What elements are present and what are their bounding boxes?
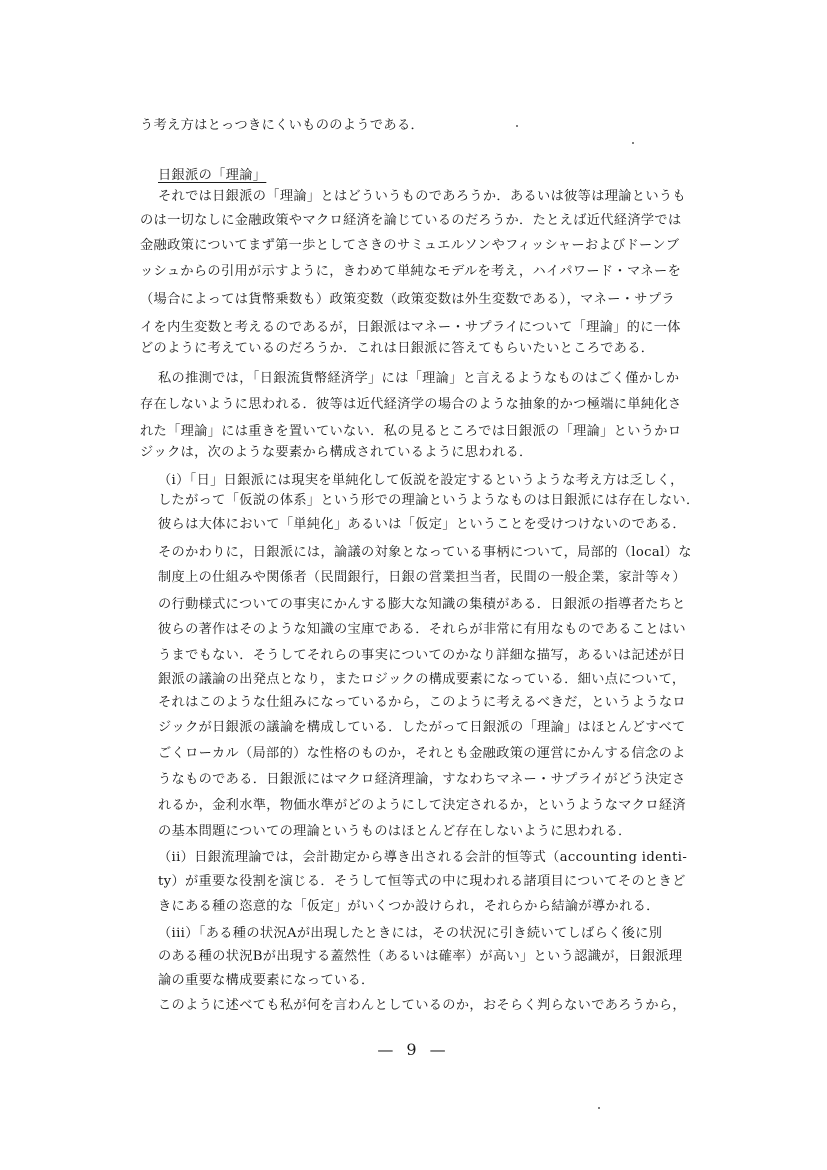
scan-speck [516,125,518,127]
text-line: の行動様式についての事実にかんする膨大な知識の集積がある．日銀派の指導者たちと [158,597,686,612]
text-line: ty）が重要な役割を演じる．そうして恒等式の中に現われる諸項目についてそのときど [158,874,686,889]
text-line: うまでもない．そうしてそれらの事実についてのかなり詳細な描写，あるいは記述が日 [158,648,686,663]
text-line: イを内生変数と考えるのであるが，日銀派はマネー・サプライについて「理論」的に一体 [140,320,681,335]
text-line: 彼らは大体において「単純化」あるいは「仮定」ということを受けつけないのである． [158,517,686,532]
text-line: どのように考えているのだろうか．これは日銀派に答えてもらいたいところである． [140,341,655,356]
text-line: の基本問題についての理論というものはほとんど存在しないように思われる． [158,824,632,839]
section-heading: 日銀派の「理論」 [158,168,267,183]
text-line: それはこのような仕組みになっているから，このように考えるべきだ，というようなロ [158,695,686,710]
text-line: そのかわりに，日銀派には，論議の対象となっている事柄について，局部的（local）な [158,545,692,560]
page-number: — 9 — [377,1040,450,1059]
list-item-ii: （ii）日銀流理論では，会計勘定から導き出される会計的恒等式（accounting identi- [158,850,688,865]
text-line: 論の重要な構成要素になっている． [158,973,375,988]
text-line: きにある種の恣意的な「仮定」がいくつか設けられ，それらから結論が導かれる． [158,899,660,914]
text-line: このように述べても私が何を言わんとしているのか，おそらく判らないであろうから， [158,998,686,1013]
text-line: れるか，金利水準，物価水準がどのようにして決定されるか，というようなマクロ経済 [158,798,686,813]
scan-speck [598,1107,600,1109]
text-line: のある種の状況Bが出現する蓋然性（あるいは確率）が高い」という認識が，日銀派理 [158,949,683,964]
text-line: 私の推測では，「日銀流貨幣経済学」には「理論」と言えるようなものはごく僅かしか [158,371,680,386]
text-line: ジックが日銀派の議論を構成している．したがって日銀派の「理論」はほとんどすべて [158,720,686,735]
scan-speck [632,142,634,144]
text-line: 制度上の仕組みや関係者（民間銀行，日銀の営業担当者，民間の一般企業，家計等々） [158,570,686,585]
text-line: うなものである．日銀派にはマクロ経済理論，すなわちマネー・サプライがどう決定さ [158,772,686,787]
text-line: れた「理論」には重きを置いていない．私の見るところでは日銀派の「理論」というかロ [140,424,682,439]
text-line: （場合によっては貨幣乗数も）政策変数（政策変数は外生変数である），マネー・サプラ [140,292,675,307]
list-item-i: （i）「日」日銀派には現実を単純化して仮説を設定するというような考え方は乏しく， [158,473,684,488]
text-line: のは一切なしに金融政策やマクロ経済を論じているのだろうか．たとえば近代経済学では [140,213,682,228]
text-line: ジックは，次のような要素から構成されているように思われる． [140,445,533,460]
text-line: 金融政策についてまず第一歩としてさきのサミュエルソンやフィッシャーおよびドーンブ [140,238,680,253]
text-line: ごくローカル（局部的）な性格のものか，それとも金融政策の運営にかんする信念のよ [158,746,686,761]
text-line: う考え方はとっつきにくいもののようである． [140,118,425,133]
text-line: それでは日銀派の「理論」とはどういうものであろうか．あるいは彼等は理論というも [158,189,686,204]
text-line: 存在しないように思われる．彼等は近代経済学の場合のような抽象的かつ極端に単純化さ [140,397,682,412]
text-line: 銀派の議論の出発点となり，またロジックの構成要素になっている．細い点について， [158,672,686,687]
text-line: 彼らの著作はそのような知識の宝庫である．それらが非常に有用なものであることはい [158,622,686,637]
text-line: ッシュからの引用が示すように，きわめて単純なモデルを考え，ハイパワード・マネーを [140,264,682,279]
list-item-iii: （iii）「ある種の状況Aが出現したときには，その状況に引き続いてしばらく後に別 [158,926,663,941]
text-line: したがって「仮説の体系」という形での理論というようなものは日銀派には存在しない． [158,493,700,508]
